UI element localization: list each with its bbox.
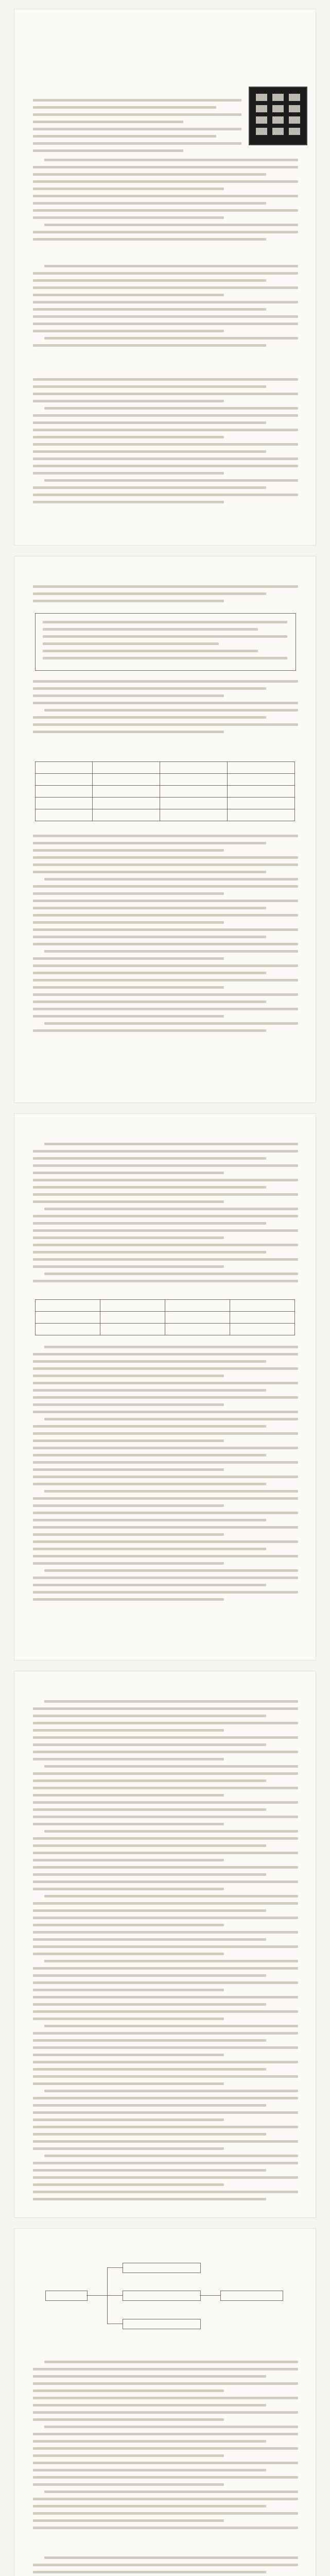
data-table — [35, 761, 295, 821]
body-text-block — [33, 1700, 298, 2205]
exam-page-1 — [14, 9, 316, 545]
data-table — [35, 1299, 295, 1335]
exam-page-4 — [14, 1671, 316, 2217]
section-heading — [33, 572, 265, 580]
diagram-node — [123, 2263, 201, 2273]
body-text-block — [33, 680, 298, 738]
page-footer — [117, 1089, 213, 1096]
body-text-block — [33, 1143, 298, 1287]
exam-page-3 — [14, 1114, 316, 1660]
section-heading — [33, 87, 239, 95]
diagram-connector — [107, 2295, 123, 2296]
page-footer — [117, 532, 213, 539]
section-heading — [33, 2543, 265, 2551]
body-text-block — [33, 835, 298, 1037]
body-text-block — [33, 1346, 298, 1605]
body-text-block — [33, 265, 298, 351]
diagram-node — [123, 2291, 201, 2301]
diagram-connector — [107, 2267, 108, 2324]
bordered-text-box — [35, 613, 296, 671]
concept-diagram — [45, 2260, 287, 2337]
section-heading — [33, 2347, 265, 2355]
calligraphy-image — [249, 87, 307, 145]
diagram-node — [45, 2291, 88, 2301]
exam-page-2 — [14, 556, 316, 1103]
body-text-block — [33, 99, 241, 157]
section-heading — [33, 2244, 265, 2252]
body-text-block — [33, 2361, 298, 2534]
diagram-node — [123, 2319, 201, 2329]
section-heading — [33, 747, 265, 755]
section-heading — [33, 251, 239, 260]
exam-page-5 — [14, 2229, 316, 2576]
section-heading — [33, 365, 239, 373]
diagram-connector — [200, 2295, 220, 2296]
body-text-block — [33, 378, 298, 508]
section-heading — [33, 1687, 265, 1695]
body-text-block — [33, 585, 298, 607]
exam-subject — [133, 40, 197, 61]
diagram-node — [220, 2291, 283, 2301]
exam-notice — [35, 70, 295, 78]
page-footer — [117, 1647, 213, 1654]
diagram-connector — [107, 2267, 123, 2268]
diagram-connector — [86, 2295, 107, 2296]
body-text-block — [33, 159, 298, 245]
exam-title — [92, 21, 238, 33]
section-heading — [33, 1129, 265, 1138]
page-footer — [117, 2204, 213, 2211]
body-text-block — [33, 2556, 298, 2576]
